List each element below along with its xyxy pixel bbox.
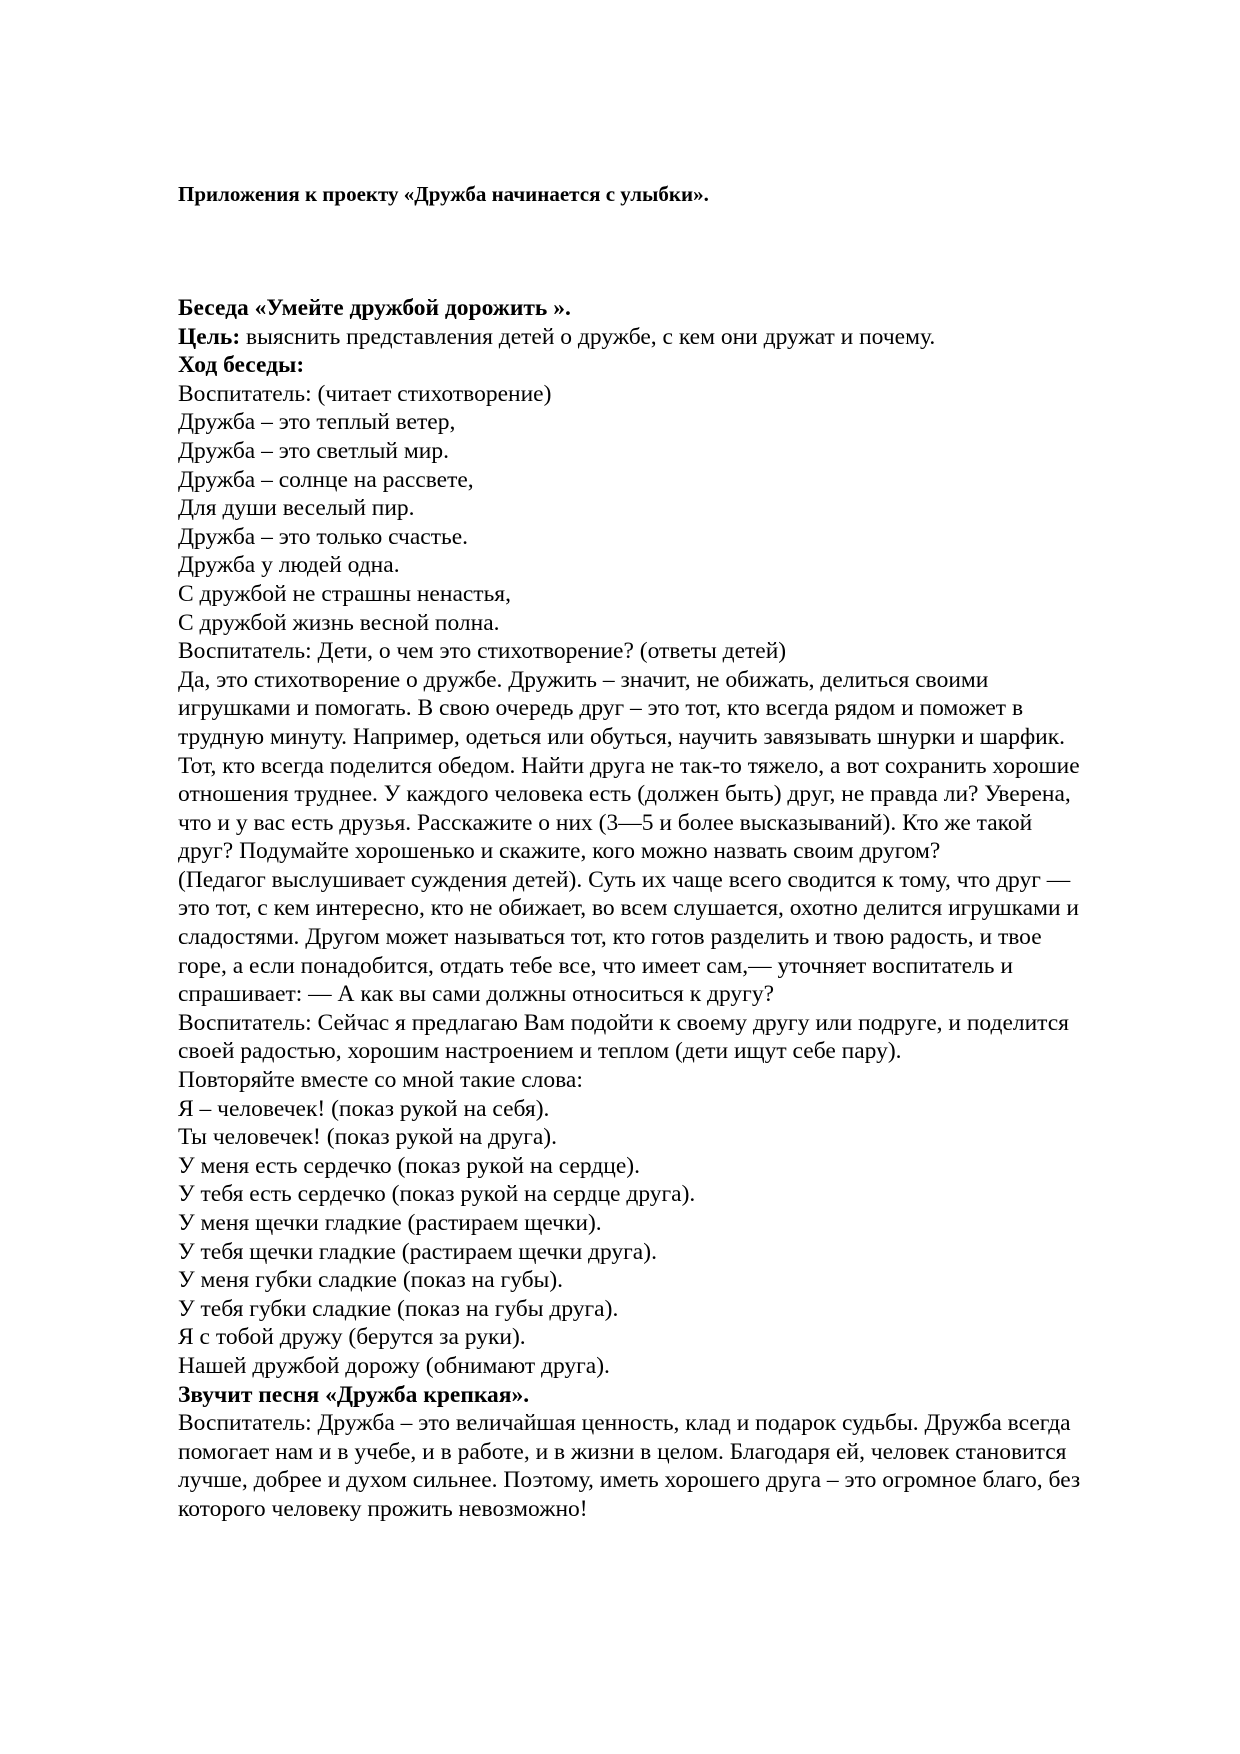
text-line: Для души веселый пир. (178, 495, 415, 522)
text-line: друг? Подумайте хорошенько и скажите, кого можно назвать своим другом? (178, 838, 941, 865)
text-line: Повторяйте вместе со мной такие слова: (178, 1067, 583, 1094)
text-line: У тебя есть сердечко (показ рукой на сердце друга). (178, 1181, 696, 1208)
text-line: сладостями. Другом может называться тот, кто готов разделить и твою радость, и твое (178, 924, 1042, 951)
text-line: Воспитатель: Дружба – это величайшая ценность, клад и подарок судьбы. Дружба всегда (178, 1410, 1071, 1437)
text-line: Воспитатель: Дети, о чем это стихотворение? (ответы детей) (178, 638, 787, 665)
text-line: Я – человечек! (показ рукой на себя). (178, 1095, 550, 1122)
text-line: лучше, добрее и духом сильнее. Поэтому, иметь хорошего друга – это огромное благо, без (178, 1467, 1081, 1494)
text-line: игрушками и помогать. В свою очередь друг – это тот, кто всегда рядом и поможет в (178, 695, 1024, 722)
goal-line (178, 323, 1178, 352)
text-line: Воспитатель: (читает стихотворение) (178, 380, 552, 407)
text-line: Дружба – это теплый ветер, (178, 409, 456, 436)
text-line: С дружбой не страшны ненастья, (178, 580, 511, 607)
text-line: У меня есть сердечко (показ рукой на сердце). (178, 1152, 640, 1179)
document-body (178, 294, 1178, 1524)
text-line: Нашей дружбой дорожу (обнимают друга). (178, 1352, 610, 1379)
goal-text: выяснить представления детей о дружбе, с кем они дружат и почему. (240, 323, 936, 350)
text-line: которого человеку прожить невозможно! (178, 1495, 588, 1522)
text-line: помогает нам и в учебе, и в работе, и в жизни в целом. Благодаря ей, человек становится (178, 1438, 1067, 1465)
text-line: Дружба – это светлый мир. (178, 437, 449, 464)
dialogue-part-1 (178, 380, 1178, 1381)
text-line: (Педагог выслушивает суждения детей). Суть их чаще всего сводится к тому, что друг — (178, 866, 1071, 893)
text-line: У меня губки сладкие (показ на губы). (178, 1267, 564, 1294)
text-line: Тот, кто всегда поделится обедом. Найти друга не так-то тяжело, а вот сохранить хорошие (178, 752, 1080, 779)
document-title: Приложения к проекту «Дружба начинается с улыбки». (178, 182, 709, 206)
text-line: Да, это стихотворение о дружбе. Дружить – значит, не обижать, делиться своими (178, 666, 989, 693)
progress-heading: Ход беседы: (178, 352, 305, 379)
text-line: горе, а если понадобится, отдать тебе все, что имеет сам,— уточняет воспитатель и (178, 952, 1013, 979)
text-line: отношения труднее. У каждого человека есть (должен быть) друг, не правда ли? Уверена, (178, 781, 1071, 808)
text-line: своей радостью, хорошим настроением и теплом (дети ищут себе пару). (178, 1038, 902, 1065)
goal-label: Цель: (178, 323, 241, 350)
text-line: Ты человечек! (показ рукой на друга). (178, 1124, 557, 1151)
text-line: У меня щечки гладкие (растираем щечки). (178, 1210, 602, 1236)
text-line: Я с тобой дружу (берутся за руки). (178, 1324, 526, 1351)
text-line: что и у вас есть друзья. Расскажите о них (3—5 и более высказываний). Кто же такой (178, 809, 1033, 836)
text-line: Дружба – солнце на рассвете, (178, 466, 474, 493)
dialogue-part-2 (178, 1409, 1178, 1523)
text-line: это тот, с кем интересно, кто не обижает, во всем слушается, охотно делится игрушками и (178, 895, 1079, 922)
section-heading: Беседа «Умейте дружбой дорожить ». (178, 295, 571, 321)
song-heading: Звучит песня «Дружба крепкая». (178, 1381, 530, 1408)
text-line: У тебя щечки гладкие (растираем щечки друга). (178, 1238, 657, 1265)
text-line: Воспитатель: Сейчас я предлагаю Вам подойти к своему другу или подруге, и поделится (178, 1009, 1069, 1036)
text-line: У тебя губки сладкие (показ на губы друга). (178, 1295, 619, 1322)
text-line: трудную минуту. Например, одеться или обуться, научить завязывать шнурки и шарфик. (178, 723, 1066, 750)
text-line: С дружбой жизнь весной полна. (178, 609, 500, 636)
text-line: спрашивает: — А как вы сами должны относиться к другу? (178, 981, 775, 1008)
text-line: Дружба – это только счастье. (178, 523, 469, 550)
text-line: Дружба у людей одна. (178, 552, 400, 579)
